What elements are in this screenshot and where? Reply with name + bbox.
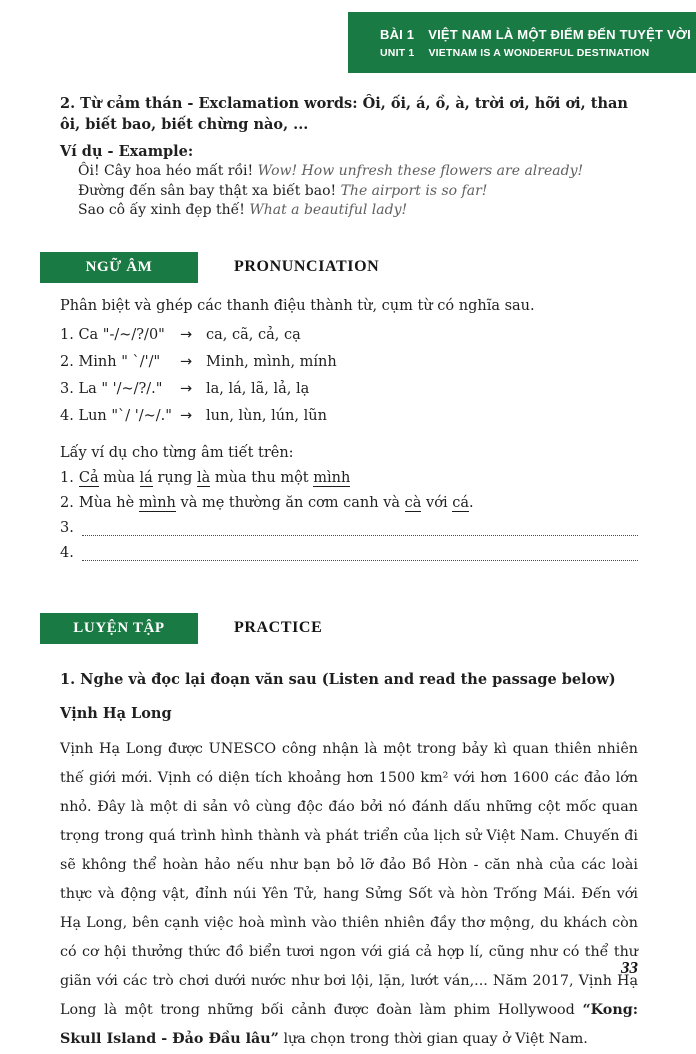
example-en: The airport is so far! <box>340 182 488 199</box>
reading-passage: Vịnh Hạ Long được UNESCO công nhận là một trong bảy kì quan thiên nhiên thế giới mới. Vịnh có diện tích khoảng hơn 1500 km² với hơn 1600 các đảo lớn nhỏ. Đây là một di sản vô cùng độc đáo bởi nó đánh dấu những cột mốc quan trọng trong quá trình hình thành và phát triển của lịch sử Việt Nam. Chuyến đi sẽ không thể hoàn hảo nếu như bạn bỏ lỡ đảo Bồ Hòn - căn nhà của các loài thực và động vật, đỉnh núi Yên Tử, hang Sửng Sốt và hòn Trống Mái. Đến với Hạ Long, bên cạnh việc hoà mình vào thiên nhiên đầy thơ mộng, du khách còn có cơ hội thưởng thức đồ biển tươi ngon với giá cả hợp lí, cũng như có thể thư giãn với các trò chơi dưới nước như bơi lội, lặn, lướt ván,... Năm 2017, Vịnh Hạ Long là một trong những bối cảnh được đoàn làm phim Hollywood “Kong: Skull Island - Đảo Đầu lâu” lựa chọn trong thời gian quay ở Việt Nam. <box>60 740 638 1047</box>
exclamation-example-2 <box>60 182 638 202</box>
pronunciation-badge: NGỮ ÂM <box>40 252 198 283</box>
drill-label: 2. Minh " `/'/" <box>60 353 161 370</box>
pronunciation-section-header <box>40 252 638 283</box>
example-sentence: Cả mùa lá rụng là mùa thu một mình <box>78 469 351 486</box>
page-number: 33 <box>621 958 638 977</box>
answer-blank-line <box>82 535 638 536</box>
example-number: 4. <box>60 544 74 561</box>
tone-example-3-blank <box>60 516 638 541</box>
answer-blank-line <box>82 560 638 561</box>
tone-drill-4 <box>60 403 638 430</box>
unit-title-en: VIETNAM IS A WONDERFUL DESTINATION <box>428 46 650 59</box>
tone-drill-1 <box>60 322 638 349</box>
tone-drill-3 <box>60 376 638 403</box>
example-number: 3. <box>60 519 74 536</box>
exclamation-example-1 <box>60 162 638 182</box>
tone-example-4-blank <box>60 541 638 566</box>
tone-drill-list <box>60 322 638 430</box>
passage-title: Vịnh Hạ Long <box>60 704 172 722</box>
tone-drill-2 <box>60 349 638 376</box>
example-sentence: Mùa hè mình và mẹ thường ăn cơm canh và cà với cá. <box>78 494 474 511</box>
drill-result: la, lá, lã, lả, lạ <box>206 380 310 397</box>
practice-badge: LUYỆN TẬP <box>40 613 198 644</box>
practice-section-header <box>40 613 638 644</box>
unit-tag-en: UNIT 1 <box>380 46 415 59</box>
example-label: Ví dụ - Example: <box>60 143 194 160</box>
pronunciation-instruction: Phân biệt và ghép các thanh điệu thành từ, cụm từ có nghĩa sau. <box>60 297 535 314</box>
drill-result: Minh, mình, mính <box>206 353 337 370</box>
unit-tag-vi: BÀI 1 <box>380 26 415 42</box>
drill-label: 4. Lun "`/ '/~/." <box>60 407 172 424</box>
example-number: 2. <box>60 494 74 511</box>
arrow-icon: → <box>180 326 193 343</box>
exclamation-words-heading: 2. Từ cảm thán - Exclamation words: Ôi, ối, á, ồ, à, trời ơi, hỡi ơi, than ôi, biết bao, biết chừng nào, ... <box>60 95 628 133</box>
pronunciation-title: PRONUNCIATION <box>234 258 380 275</box>
practice-title: PRACTICE <box>234 619 323 636</box>
take-examples-label: Lấy ví dụ cho từng âm tiết trên: <box>60 444 294 461</box>
drill-label: 3. La " '/~/?/." <box>60 380 163 397</box>
example-vi: Sao cô ấy xinh đẹp thế! <box>78 202 250 218</box>
drill-result: lun, lùn, lún, lũn <box>206 407 327 424</box>
drill-result: ca, cã, cả, cạ <box>206 326 301 343</box>
example-number: 1. <box>60 469 74 486</box>
exclamation-example-3 <box>60 201 638 221</box>
example-vi: Ôi! Cây hoa héo mất rồi! <box>78 163 258 179</box>
tone-example-2 <box>60 491 638 516</box>
example-en: Wow! How unfresh these flowers are already! <box>257 163 584 179</box>
arrow-icon: → <box>180 353 193 370</box>
drill-label: 1. Ca "-/~/?/0" <box>60 326 165 343</box>
unit-title-vi: VIỆT NAM LÀ MỘT ĐIỂM ĐẾN TUYỆT VỜI <box>428 26 691 42</box>
practice-task-1: 1. Nghe và đọc lại đoạn văn sau (Listen and read the passage below) <box>60 670 616 688</box>
arrow-icon: → <box>180 380 193 397</box>
tone-example-1 <box>60 466 638 491</box>
example-en: What a beautiful lady! <box>249 202 408 218</box>
example-vi: Đường đến sân bay thật xa biết bao! <box>78 182 341 199</box>
arrow-icon: → <box>180 407 193 424</box>
